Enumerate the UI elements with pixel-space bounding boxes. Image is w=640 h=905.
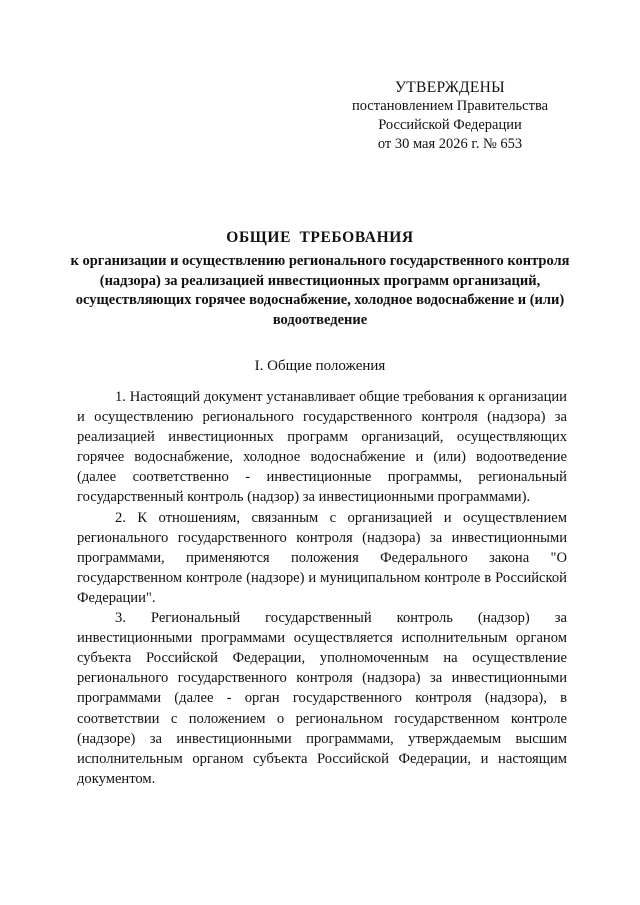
approval-title: УТВЕРЖДЕНЫ bbox=[395, 79, 505, 96]
approval-date-number: от 30 мая 2026 г. № 653 bbox=[377, 136, 523, 152]
document-subtitle: к организации и осуществлению регионального государственного контроля (надзора) за реализацией инвестиционных программ организаций, осуществляющих горячее водоснабжение, холодное водоснабжение и (или) водоотведение bbox=[70, 253, 570, 328]
approval-stamp bbox=[330, 78, 570, 154]
section-body bbox=[77, 387, 567, 789]
section-heading: I. Общие положения bbox=[254, 358, 386, 374]
paragraph-2: 2. К отношениям, связанным с организацией и осуществлением регионального государственного контроля (надзора) за инвестиционными программами, применяются положения Федерального закона "О государственном контроле (надзоре) и муниципальном контроле в Российской Федерации". bbox=[77, 509, 567, 606]
document-title: ОБЩИЕ ТРЕБОВАНИЯ bbox=[226, 229, 414, 246]
approval-country: Российской Федерации bbox=[378, 117, 522, 133]
approval-authority: постановлением Правительства bbox=[351, 98, 549, 114]
paragraph-3: 3. Региональный государственный контроль (надзор) за инвестиционными программами осуществляется исполнительным органом субъекта Российской Федерации, уполномоченным на осуществление регионального государственного контроля (надзора) за инвестиционными программами (далее - орган государственного контроля (надзора), в соответствии с положением о региональном государственном контроле (надзоре) за инвестиционными программами, утверждаемым высшим исполнительным органом субъекта Российской Федерации, и настоящим документом. bbox=[77, 610, 567, 787]
paragraph-1: 1. Настоящий документ устанавливает общие требования к организации и осуществлению регионального государственного контроля (надзора) за реализацией инвестиционных программ организаций, осуществляющих горячее водоснабжение, холодное водоснабжение и (или) водоотведение (далее соответственно - инвестиционные программы, региональный государственный контроль (надзор) за инвестиционными программами). bbox=[77, 389, 567, 506]
